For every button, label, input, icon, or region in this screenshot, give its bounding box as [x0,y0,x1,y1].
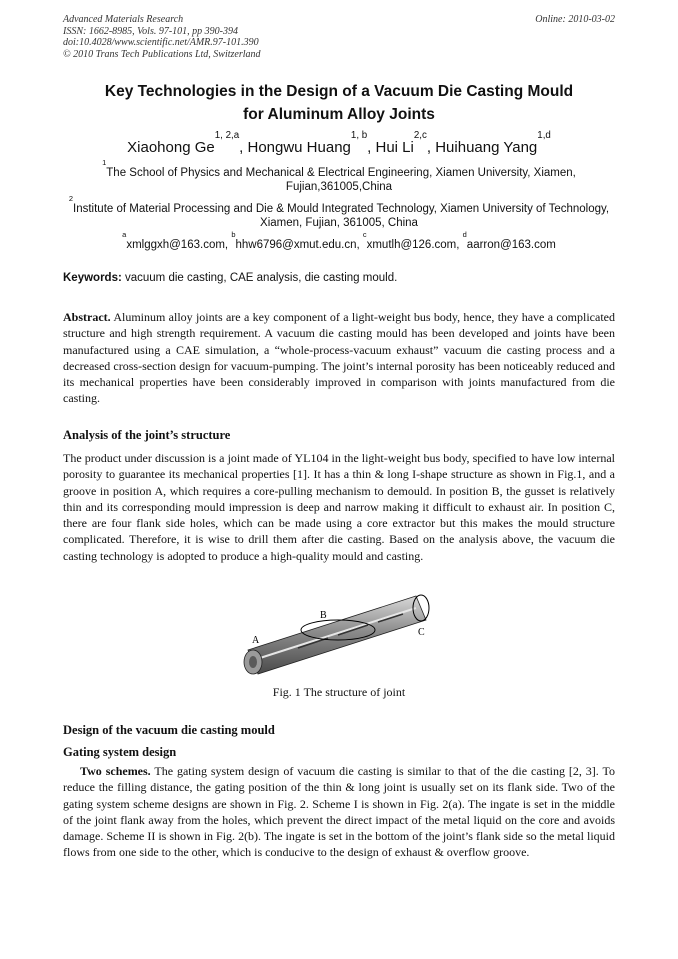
running-header [63,14,615,60]
section-structure-text: The product under discussion is a joint made of YL104 in the light-weight bus body, specified to have low internal porosity to guarantee its mechanical properties [1]. It has a thin & long I-shape structure as shown in Fig.1, and a groove in position A, which requires a core-pulling mechanism to demould. In position B, the gusset is relatively thin and its corresponding mould impression is deep and narrow making it difficult to exhaust air. In position C, there are four flank side holes, which can be made using a core extractor but this makes the mould structure complicated. Therefore, it is wise to drill them after die casting. Based on the analysis above, the vacuum die casting technology is adopted to produce a high-quality mould and casting. [63,451,615,563]
label-c: C [418,627,425,638]
online-date: Online: 2010-03-02 [535,14,615,25]
keywords: Keywords: vacuum die casting, CAE analysis, die casting mould. [63,272,398,284]
abstract: Abstract. Aluminum alloy joints are a key component of a light-weight bus body, hence, they have a complicated structure and high strength requirement. A vacuum die casting mould has been developed and joints have been manufactured using a CAE simulation, a “whole-process-vacuum exhaust” vacuum die casting process and a decreased cross-section design for vacuum-pumping. The joint’s internal porosity has been noticeably reduced and its mechanical properties have been considerably improved in comparison with joints manufactured from die casting. [63,310,615,406]
issn-line: ISSN: 1662-8985, Vols. 97-101, pp 390-394 [63,25,238,37]
section-gating-text: Two schemes. The gating system design of vacuum die casting is similar to that of the die casting [2, 3]. To reduce the filling distance, the gating position of the thin & long joint is usually set on its flank side. Two of the gating system scheme designs are shown in Fig. 2. Scheme I is shown in Fig. 2(a). The ingate is set in the middle of the joint flank away from the holes, which prevent the direct impact of the metal liquid on the core and avoids damage. Scheme II is shown in Fig. 2(b). The ingate is set in the bottom of the joint’s flank side so the metal liquid flows from one side to the other, which is conducive to the design of exhaust & overflow groove. [63,764,615,860]
doi-line: doi:10.4028/www.scientific.net/AMR.97-101.390 [63,37,259,48]
title-line-1: Key Technologies in the Design of a Vacuum Die Casting Mould [104,83,574,100]
email-list: $^a$xmlggxh@163.com, $^b$hhw6796@xmut.edu.cn, $^c$xmutlh@126.com, $^d$aarron@163.com [122,230,556,251]
author: Xiaohong Ge$^{1, 2,a}$, [127,129,248,156]
section-heading-structure: Analysis of the joint’s structure [63,428,231,442]
figure-1-caption: Fig. 1 The structure of joint [272,685,406,699]
affiliation-1: $^1$The School of Physics and Mechanical & Electrical Engineering, Xiamen University, Xiamen, Fujian,361005,China [102,158,576,193]
author: Hongwu Huang$^{1, b}$, [247,129,376,156]
label-b: B [320,610,327,621]
author: Hui Li$^{2,c}$, [375,129,436,156]
label-a: A [252,635,260,646]
section-heading-mould-design: Design of the vacuum die casting mould [63,723,275,737]
figure-joint-structure [238,588,438,688]
journal-name: Advanced Materials Research [63,14,184,25]
title-line-2: for Aluminum Alloy Joints [243,106,435,123]
author-list [40,129,638,156]
affiliation-2: $^2$Institute of Material Processing and Die & Mould Integrated Technology, Xiamen University of Technology, Xiamen, Fujian, 361005, China [68,194,610,229]
author: Huihuang Yang$^{1,d}$ [435,129,551,156]
paper-title [40,80,638,126]
joint-bar [248,596,426,674]
subsection-heading-gating: Gating system design [63,745,177,759]
copyright-line: © 2010 Trans Tech Publications Ltd, Switzerland [63,48,261,60]
end-hole [249,656,257,668]
